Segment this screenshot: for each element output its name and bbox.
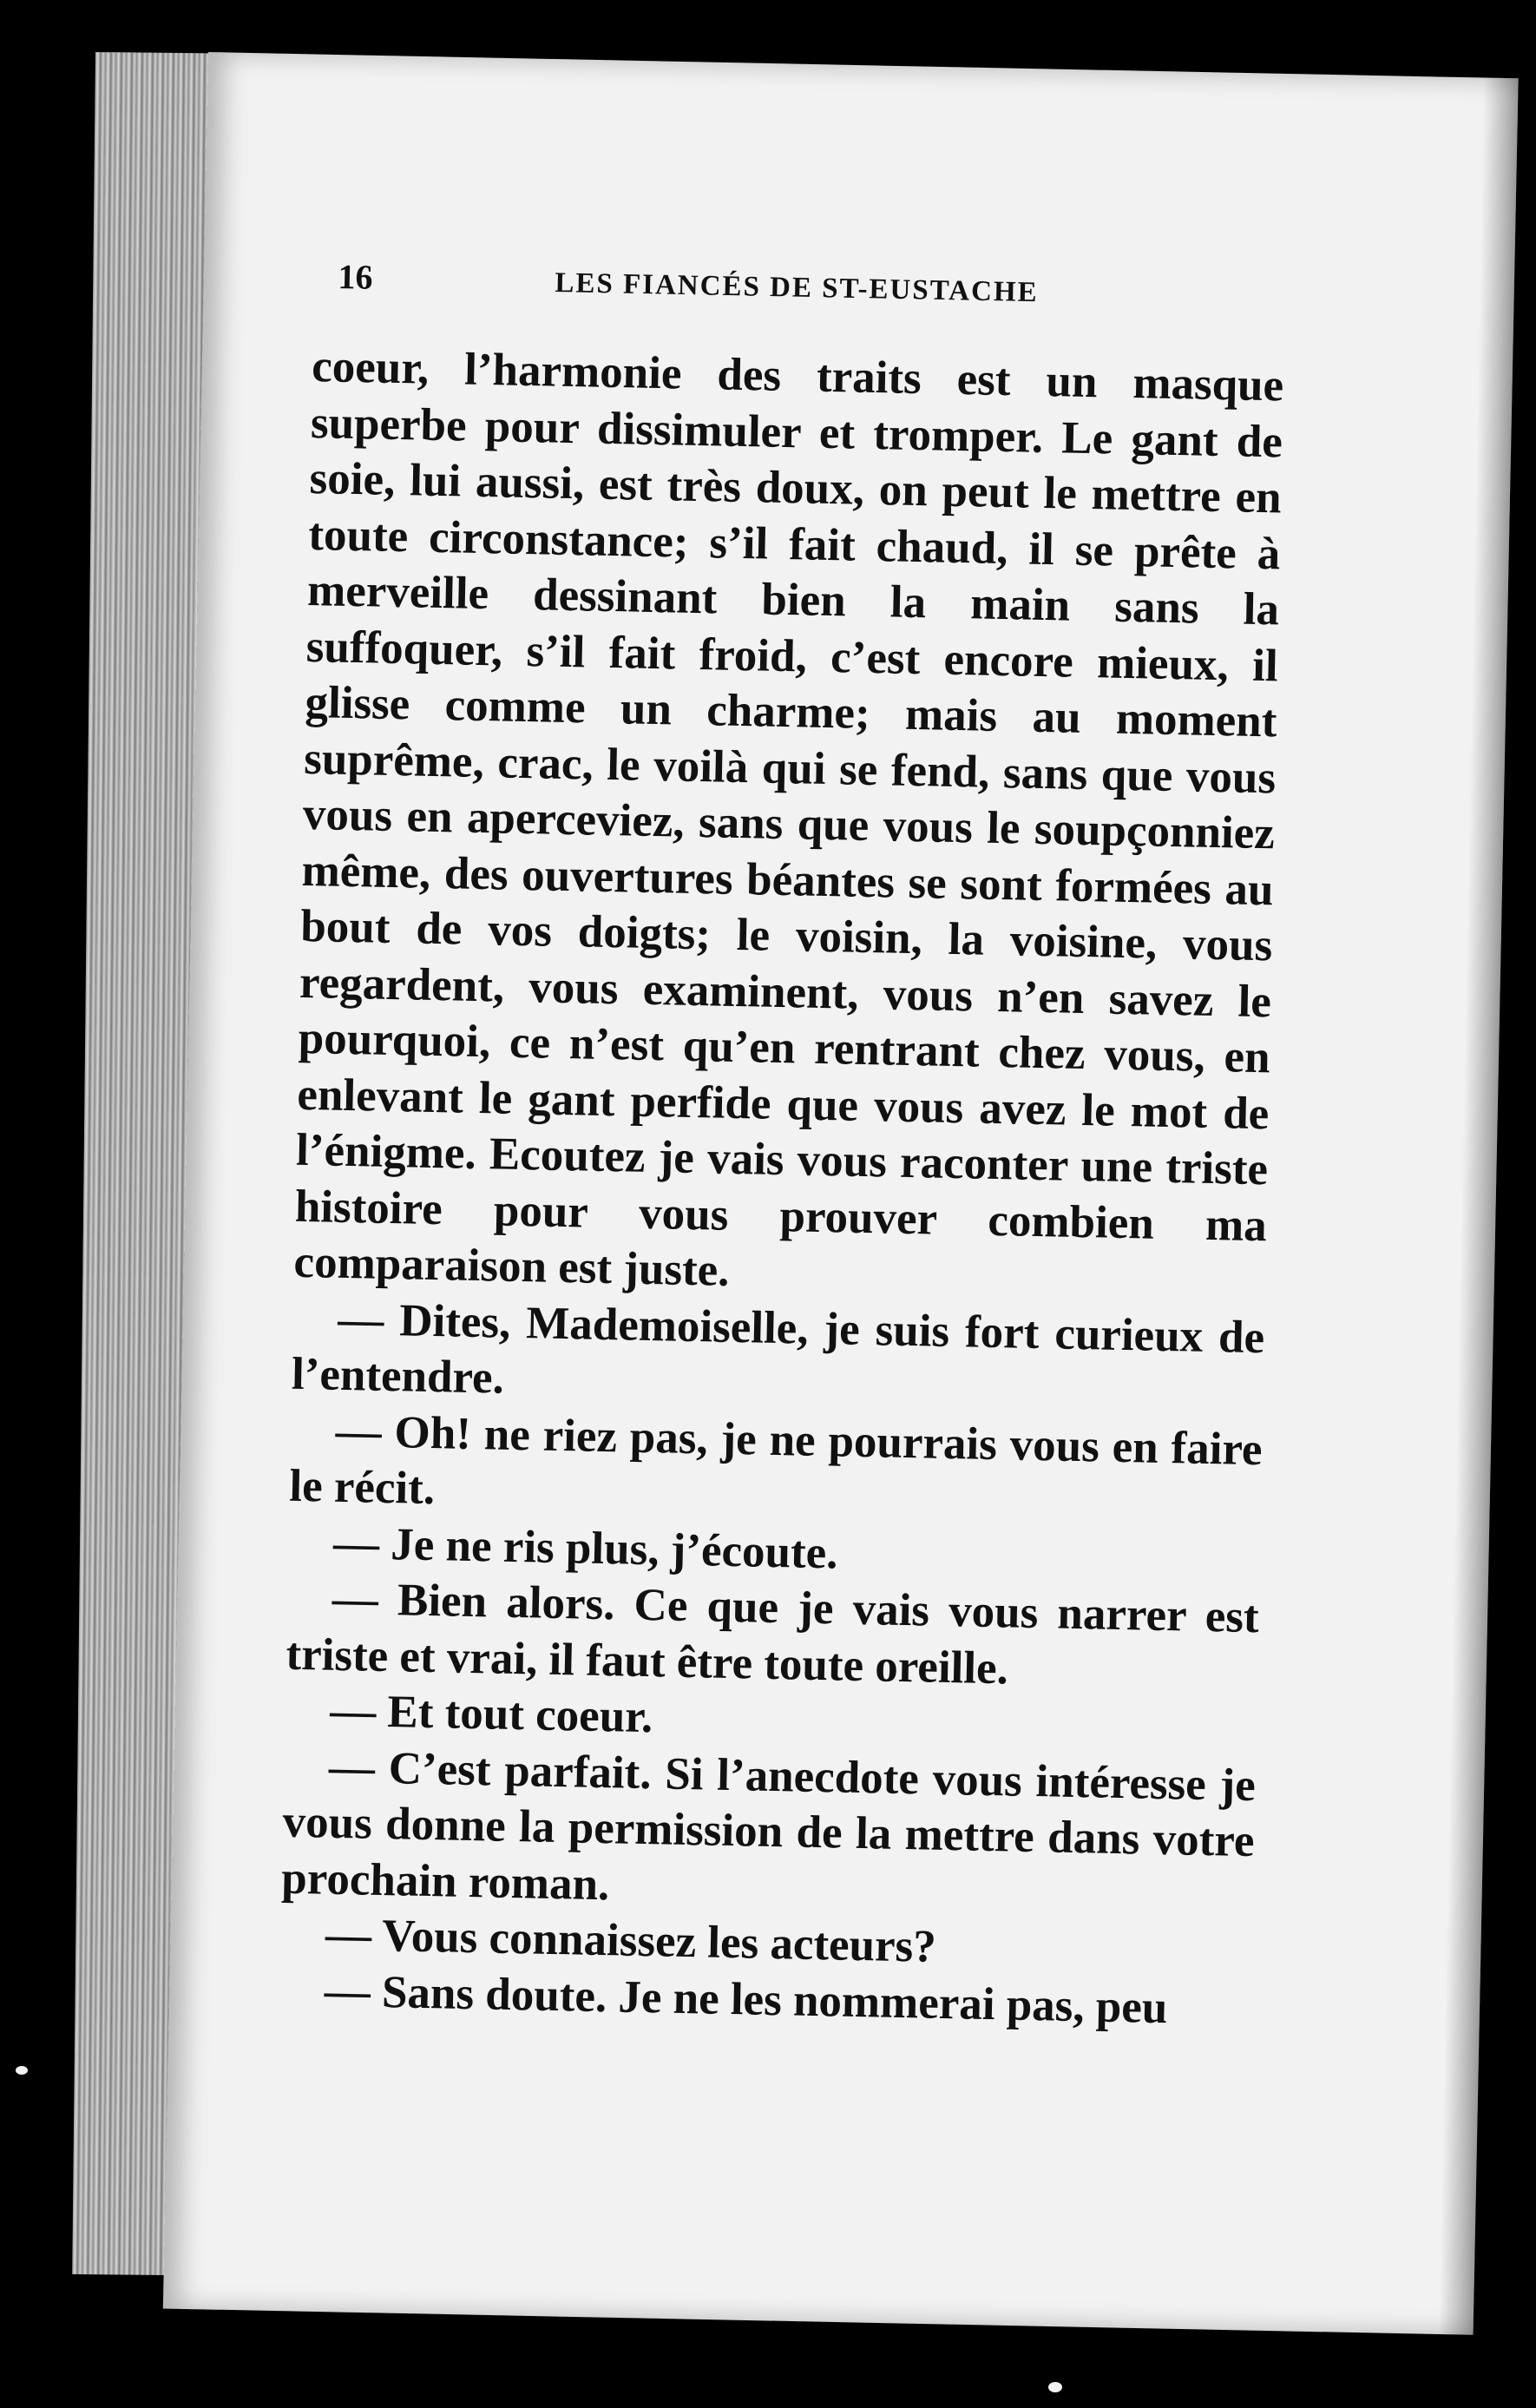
running-head-title: LES FIANCÉS DE ST-EUSTACHE xyxy=(555,267,1039,309)
dialogue-line: — Dites, Mademoiselle, je suis fort curieux de l’entendre. xyxy=(291,1293,1265,1404)
dust-speck xyxy=(16,2066,28,2075)
dialogue-line: — C’est parfait. Si l’anecdote vous intéresse je vous donne la permission de la mettre dans votre prochain roman. xyxy=(280,1741,1257,1910)
dialogue-line: — Je ne ris plus, j’écoute. xyxy=(332,1517,839,1578)
dialogue-line: — Oh! ne riez pas, je ne pourrais vous en faire le récit. xyxy=(288,1405,1264,1515)
page-number: 16 xyxy=(338,256,373,297)
dialogue-line: — Vous connaissez les acteurs? xyxy=(325,1909,937,1972)
dust-speck xyxy=(1048,2382,1062,2392)
dialogue-line: — Et tout coeur. xyxy=(329,1685,653,1743)
dialogue-line: — Bien alors. Ce que je vais vous narrer est triste et vrai, il faut être toute oreille. xyxy=(286,1573,1260,1694)
dialogue-line: — Sans doute. Je ne les nommerai pas, peu xyxy=(324,1965,1168,2033)
paragraph-continuation: coeur, l’harmonie des traits est un masque superbe pour dissimuler et tromper. Le gant de soie, lui aussi, est très doux, on peut le mettre en toute circonstance; s’il fait chaud, il se prête à merveille dessinant bien la main sans la suffoquer, s’il fait froid, c’est encore mieux, il glisse comme un charme; mais au moment suprême, crac, le voilà qui se fend, sans que vous vous en aperceviez, sans que vous le soupçonniez même, des ouvertures béantes se sont formées au bout de vos doigts; le voisin, la voisine, vous regardent, vous examinent, vous n’en savez le pourquoi, ce n’est qu’en rentrant chez vous, en enlevant le gant perfide que vous avez le mot de l’énigme. Ecoutez je vais vous raconter une triste histoire pour vous prouver combien ma comparaison est juste. xyxy=(293,340,1284,1296)
body-text xyxy=(279,339,1284,2037)
